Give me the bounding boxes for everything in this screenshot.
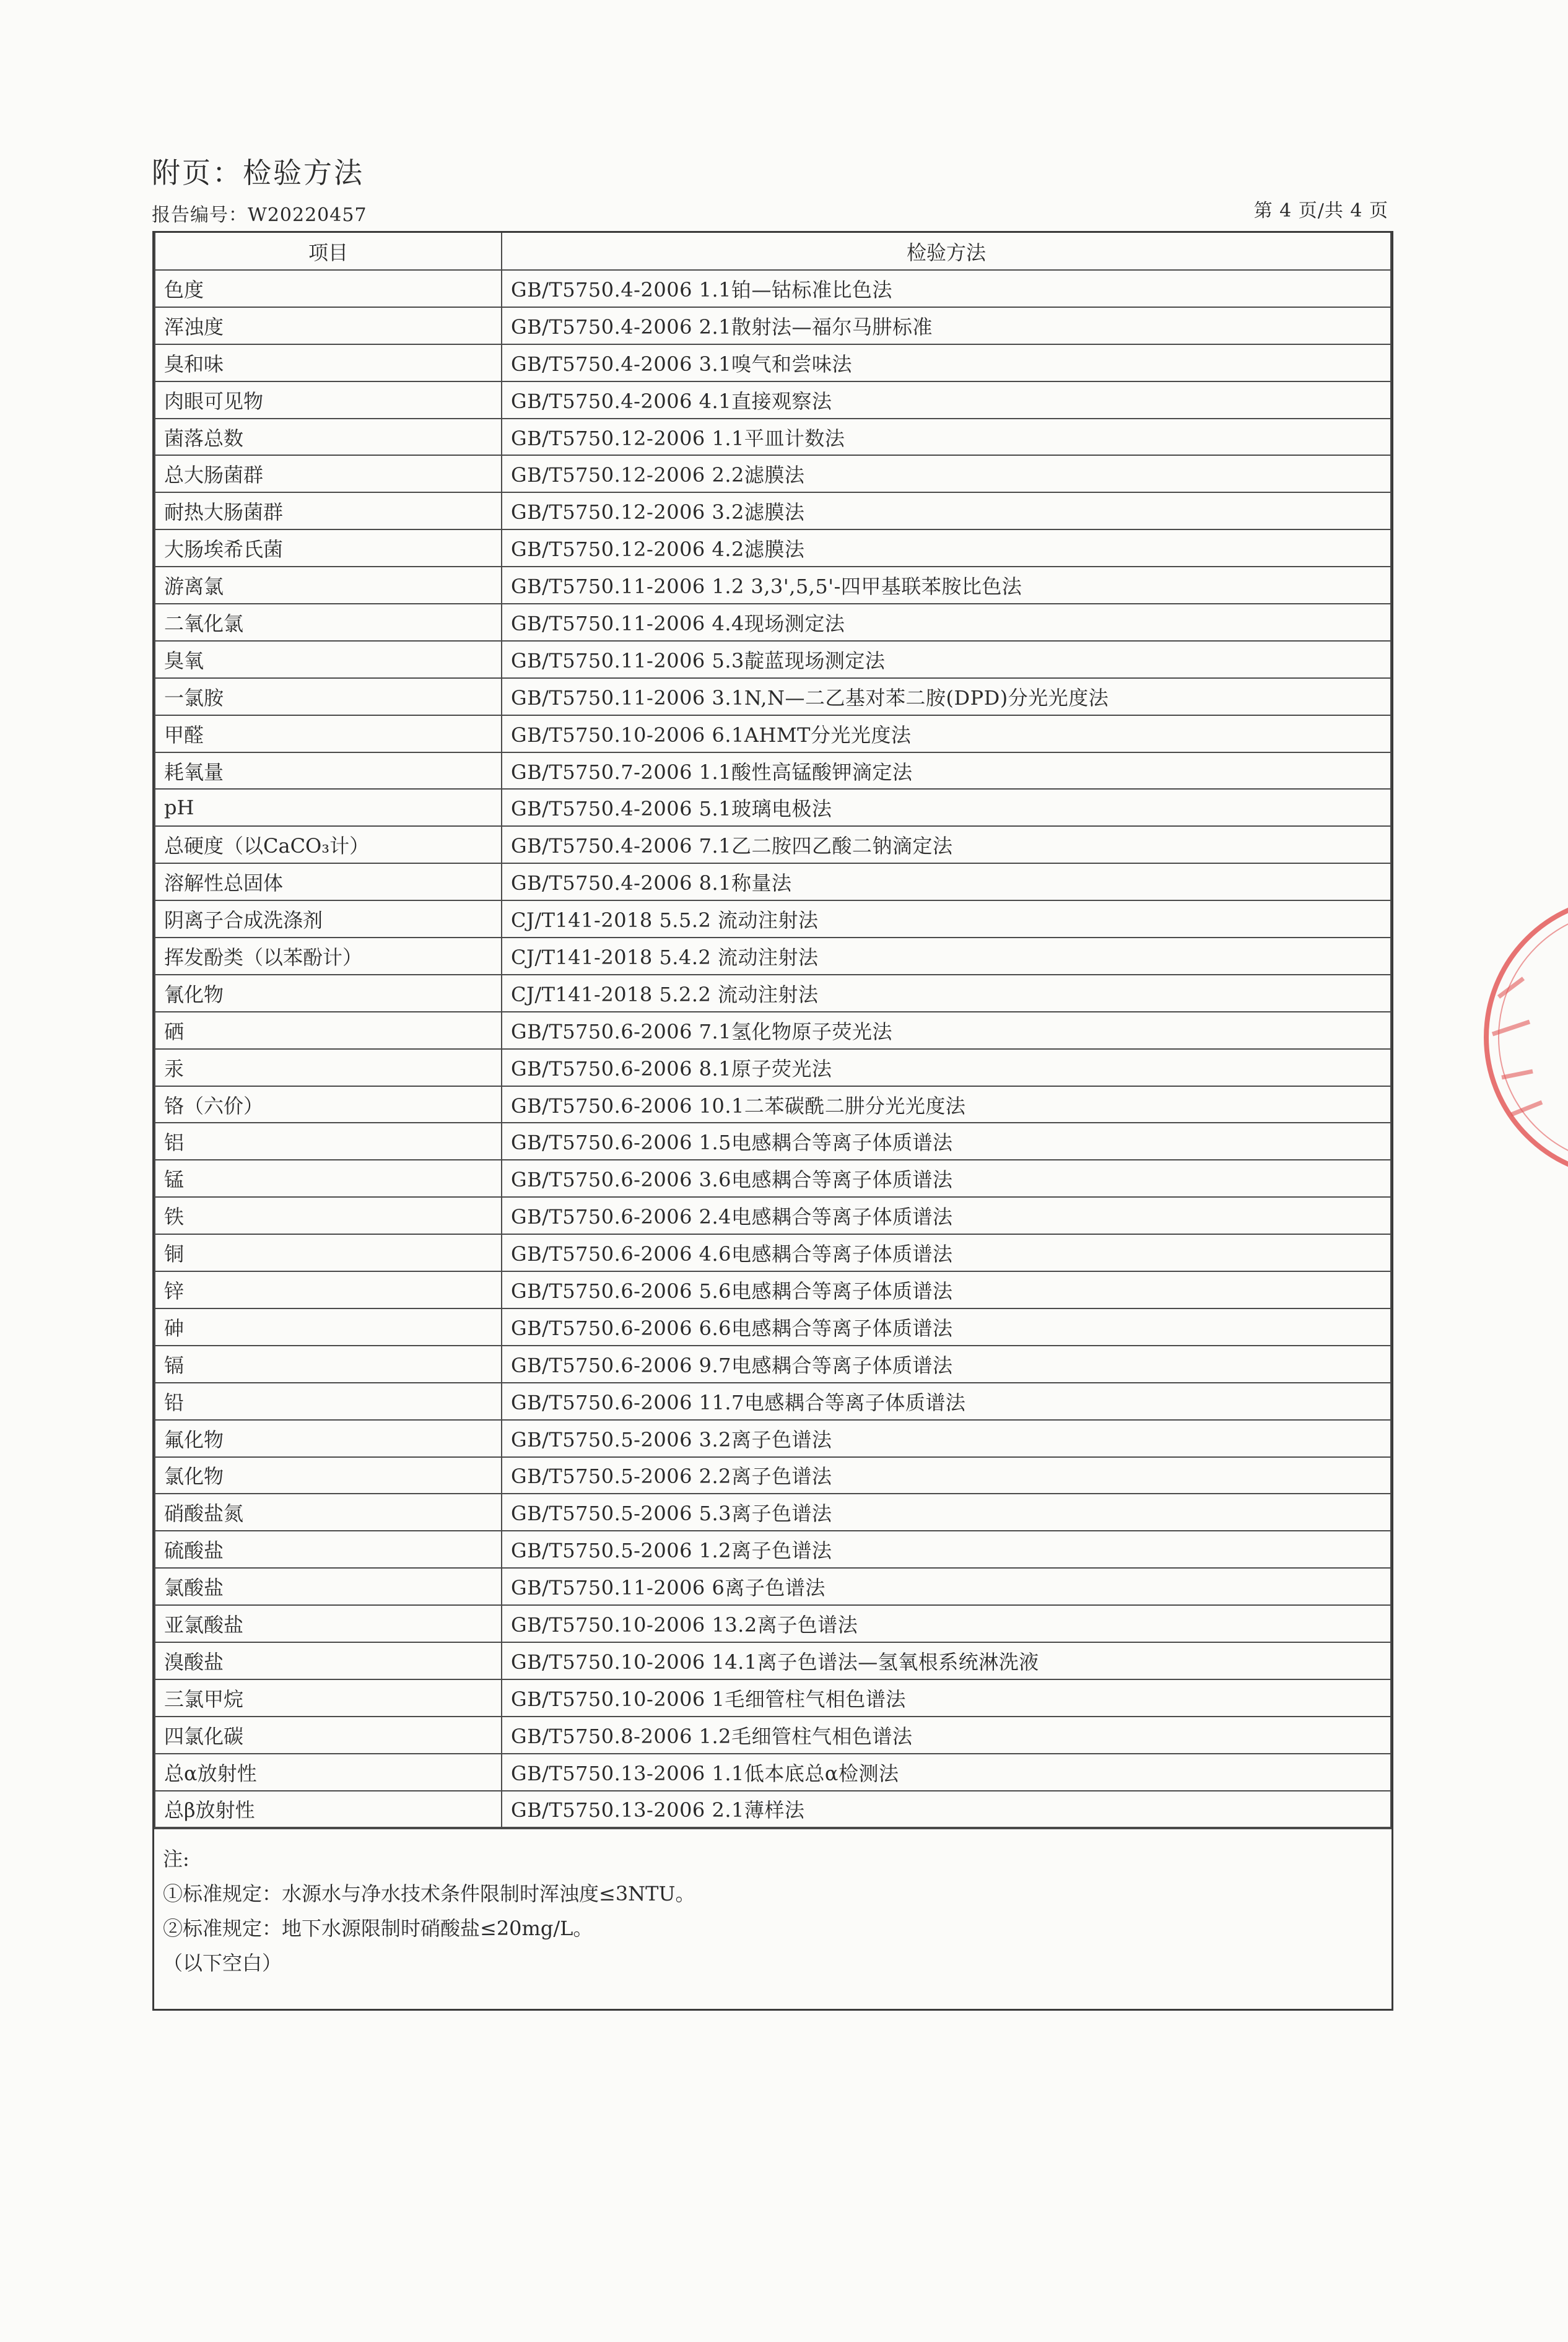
- item-cell: 氯酸盐: [155, 1568, 502, 1605]
- item-cell: 肉眼可见物: [155, 381, 502, 419]
- item-cell: 阴离子合成洗涤剂: [155, 900, 502, 938]
- table-row: [155, 641, 1391, 678]
- item-cell: 臭和味: [155, 344, 502, 381]
- method-cell: GB/T5750.10-2006 1毛细管柱气相色谱法: [502, 1679, 1391, 1717]
- method-cell: GB/T5750.5-2006 3.2离子色谱法: [502, 1420, 1391, 1457]
- item-cell: pH: [155, 789, 502, 826]
- item-cell: 总α放射性: [155, 1754, 502, 1791]
- item-cell: 耗氧量: [155, 752, 502, 790]
- item-cell: 镉: [155, 1346, 502, 1383]
- item-cell: 浑浊度: [155, 307, 502, 344]
- table-row: [155, 604, 1391, 641]
- item-cell: 铁: [155, 1197, 502, 1234]
- item-cell: 三氯甲烷: [155, 1679, 502, 1717]
- method-cell: CJ/T141-2018 5.5.2 流动注射法: [502, 900, 1391, 938]
- official-stamp: [1474, 892, 1568, 1183]
- item-cell: 四氯化碳: [155, 1717, 502, 1754]
- method-cell: GB/T5750.5-2006 5.3离子色谱法: [502, 1494, 1391, 1531]
- table-row: [155, 1049, 1391, 1086]
- table-row: [155, 715, 1391, 752]
- method-cell: GB/T5750.4-2006 3.1嗅气和尝味法: [502, 344, 1391, 381]
- table-row: [155, 1420, 1391, 1457]
- method-cell: GB/T5750.11-2006 3.1N,N—二乙基对苯二胺(DPD)分光光度法: [502, 678, 1391, 715]
- method-cell: GB/T5750.6-2006 6.6电感耦合等离子体质谱法: [502, 1308, 1391, 1346]
- item-cell: 氯化物: [155, 1457, 502, 1494]
- table-row: [155, 1346, 1391, 1383]
- stamp-inner-ring: [1499, 910, 1568, 1164]
- method-cell: GB/T5750.5-2006 2.2离子色谱法: [502, 1457, 1391, 1494]
- method-cell: GB/T5750.10-2006 13.2离子色谱法: [502, 1605, 1391, 1642]
- item-cell: 硝酸盐氮: [155, 1494, 502, 1531]
- method-cell: CJ/T141-2018 5.2.2 流动注射法: [502, 975, 1391, 1012]
- table-row: [155, 455, 1391, 492]
- table-row: [155, 1568, 1391, 1605]
- item-cell: 铝: [155, 1123, 502, 1160]
- table-row: [155, 1717, 1391, 1754]
- item-cell: 耐热大肠菌群: [155, 492, 502, 529]
- table-row: [155, 270, 1391, 307]
- table-row: [155, 419, 1391, 456]
- method-cell: GB/T5750.11-2006 5.3靛蓝现场测定法: [502, 641, 1391, 678]
- table-row: [155, 1494, 1391, 1531]
- table-row: [155, 492, 1391, 529]
- method-cell: GB/T5750.12-2006 2.2滤膜法: [502, 455, 1391, 492]
- table-row: [155, 1754, 1391, 1791]
- item-cell: 色度: [155, 270, 502, 307]
- method-cell: GB/T5750.5-2006 1.2离子色谱法: [502, 1531, 1391, 1568]
- report-number: 报告编号：W20220457: [152, 204, 367, 226]
- method-cell: GB/T5750.6-2006 8.1原子荧光法: [502, 1049, 1391, 1086]
- column-header-method: 检验方法: [502, 233, 1391, 270]
- method-cell: GB/T5750.4-2006 2.1散射法—福尔马肼标准: [502, 307, 1391, 344]
- table-row: [155, 678, 1391, 715]
- table-row: [155, 529, 1391, 567]
- page-number: 第 4 页/共 4 页: [1253, 200, 1388, 222]
- method-cell: GB/T5750.6-2006 10.1二苯碳酰二肼分光光度法: [502, 1086, 1391, 1123]
- table-row: [155, 900, 1391, 938]
- table-row: [155, 1605, 1391, 1642]
- method-cell: GB/T5750.8-2006 1.2毛细管柱气相色谱法: [502, 1717, 1391, 1754]
- item-cell: 甲醛: [155, 715, 502, 752]
- table-row: [155, 1791, 1391, 1828]
- method-cell: GB/T5750.6-2006 2.4电感耦合等离子体质谱法: [502, 1197, 1391, 1234]
- table-row: [155, 381, 1391, 419]
- method-cell: GB/T5750.6-2006 4.6电感耦合等离子体质谱法: [502, 1234, 1391, 1271]
- table-row: [155, 752, 1391, 790]
- blank-below-note: （以下空白）: [163, 1951, 282, 1975]
- item-cell: 氰化物: [155, 975, 502, 1012]
- item-cell: 锌: [155, 1271, 502, 1308]
- table-row: [155, 1234, 1391, 1271]
- method-cell: GB/T5750.11-2006 6离子色谱法: [502, 1568, 1391, 1605]
- item-cell: 大肠埃希氏菌: [155, 529, 502, 567]
- table-row: [155, 1160, 1391, 1197]
- method-cell: GB/T5750.4-2006 5.1玻璃电极法: [502, 789, 1391, 826]
- method-cell: GB/T5750.6-2006 11.7电感耦合等离子体质谱法: [502, 1383, 1391, 1420]
- table-row: [155, 789, 1391, 826]
- item-cell: 菌落总数: [155, 419, 502, 456]
- item-cell: 汞: [155, 1049, 502, 1086]
- column-header-item: 项目: [155, 233, 502, 270]
- table-row: [155, 307, 1391, 344]
- table-row: [155, 1123, 1391, 1160]
- method-cell: GB/T5750.10-2006 14.1离子色谱法—氢氧根系统淋洗液: [502, 1642, 1391, 1679]
- method-cell: GB/T5750.12-2006 1.1平皿计数法: [502, 419, 1391, 456]
- item-cell: 挥发酚类（以苯酚计）: [155, 938, 502, 975]
- table-row: [155, 975, 1391, 1012]
- item-cell: 铅: [155, 1383, 502, 1420]
- method-cell: GB/T5750.12-2006 4.2滤膜法: [502, 529, 1391, 567]
- item-cell: 硫酸盐: [155, 1531, 502, 1568]
- methods-table: [154, 233, 1392, 1828]
- table-row: [155, 1086, 1391, 1123]
- method-cell: GB/T5750.10-2006 6.1AHMT分光光度法: [502, 715, 1391, 752]
- item-cell: 二氧化氯: [155, 604, 502, 641]
- table-row: [155, 1642, 1391, 1679]
- method-cell: GB/T5750.11-2006 1.2 3,3',5,5'-四甲基联苯胺比色法: [502, 567, 1391, 604]
- item-cell: 臭氧: [155, 641, 502, 678]
- item-cell: 硒: [155, 1012, 502, 1049]
- methods-table-container: [152, 231, 1393, 2011]
- item-cell: 游离氯: [155, 567, 502, 604]
- table-row: [155, 1679, 1391, 1717]
- item-cell: 总β放射性: [155, 1791, 502, 1828]
- table-row: [155, 1271, 1391, 1308]
- table-row: [155, 863, 1391, 900]
- method-cell: GB/T5750.4-2006 4.1直接观察法: [502, 381, 1391, 419]
- method-cell: GB/T5750.13-2006 2.1薄样法: [502, 1791, 1391, 1828]
- method-cell: GB/T5750.13-2006 1.1低本底总α检测法: [502, 1754, 1391, 1791]
- item-cell: 溴酸盐: [155, 1642, 502, 1679]
- table-row: [155, 938, 1391, 975]
- method-cell: GB/T5750.11-2006 4.4现场测定法: [502, 604, 1391, 641]
- item-cell: 总大肠菌群: [155, 455, 502, 492]
- table-header-row: [155, 233, 1391, 270]
- item-cell: 砷: [155, 1308, 502, 1346]
- table-row: [155, 1308, 1391, 1346]
- method-cell: GB/T5750.6-2006 5.6电感耦合等离子体质谱法: [502, 1271, 1391, 1308]
- note-2: ②标准规定：地下水源限制时硝酸盐≤20mg/L。: [163, 1917, 593, 1941]
- notes-label: 注:: [163, 1847, 189, 1871]
- table-row: [155, 1197, 1391, 1234]
- method-cell: GB/T5750.4-2006 1.1铂—钴标准比色法: [502, 270, 1391, 307]
- table-body: [155, 270, 1391, 1827]
- item-cell: 亚氯酸盐: [155, 1605, 502, 1642]
- method-cell: GB/T5750.12-2006 3.2滤膜法: [502, 492, 1391, 529]
- method-cell: GB/T5750.6-2006 1.5电感耦合等离子体质谱法: [502, 1123, 1391, 1160]
- notes-section: [154, 1828, 1392, 2009]
- item-cell: 铬（六价）: [155, 1086, 502, 1123]
- method-cell: GB/T5750.4-2006 7.1乙二胺四乙酸二钠滴定法: [502, 826, 1391, 863]
- method-cell: GB/T5750.6-2006 9.7电感耦合等离子体质谱法: [502, 1346, 1391, 1383]
- item-cell: 锰: [155, 1160, 502, 1197]
- item-cell: 溶解性总固体: [155, 863, 502, 900]
- method-cell: GB/T5750.4-2006 8.1称量法: [502, 863, 1391, 900]
- table-row: [155, 344, 1391, 381]
- item-cell: 总硬度（以CaCO₃计）: [155, 826, 502, 863]
- note-1: ①标准规定：水源水与净水技术条件限制时浑浊度≤3NTU。: [163, 1882, 695, 1906]
- page-title: 附页：检验方法: [152, 156, 364, 189]
- table-row: [155, 1457, 1391, 1494]
- method-cell: GB/T5750.7-2006 1.1酸性高锰酸钾滴定法: [502, 752, 1391, 790]
- item-cell: 氟化物: [155, 1420, 502, 1457]
- item-cell: 一氯胺: [155, 678, 502, 715]
- item-cell: 铜: [155, 1234, 502, 1271]
- table-row: [155, 1531, 1391, 1568]
- table-row: [155, 826, 1391, 863]
- method-cell: GB/T5750.6-2006 3.6电感耦合等离子体质谱法: [502, 1160, 1391, 1197]
- table-row: [155, 567, 1391, 604]
- table-row: [155, 1383, 1391, 1420]
- method-cell: CJ/T141-2018 5.4.2 流动注射法: [502, 938, 1391, 975]
- method-cell: GB/T5750.6-2006 7.1氢化物原子荧光法: [502, 1012, 1391, 1049]
- table-row: [155, 1012, 1391, 1049]
